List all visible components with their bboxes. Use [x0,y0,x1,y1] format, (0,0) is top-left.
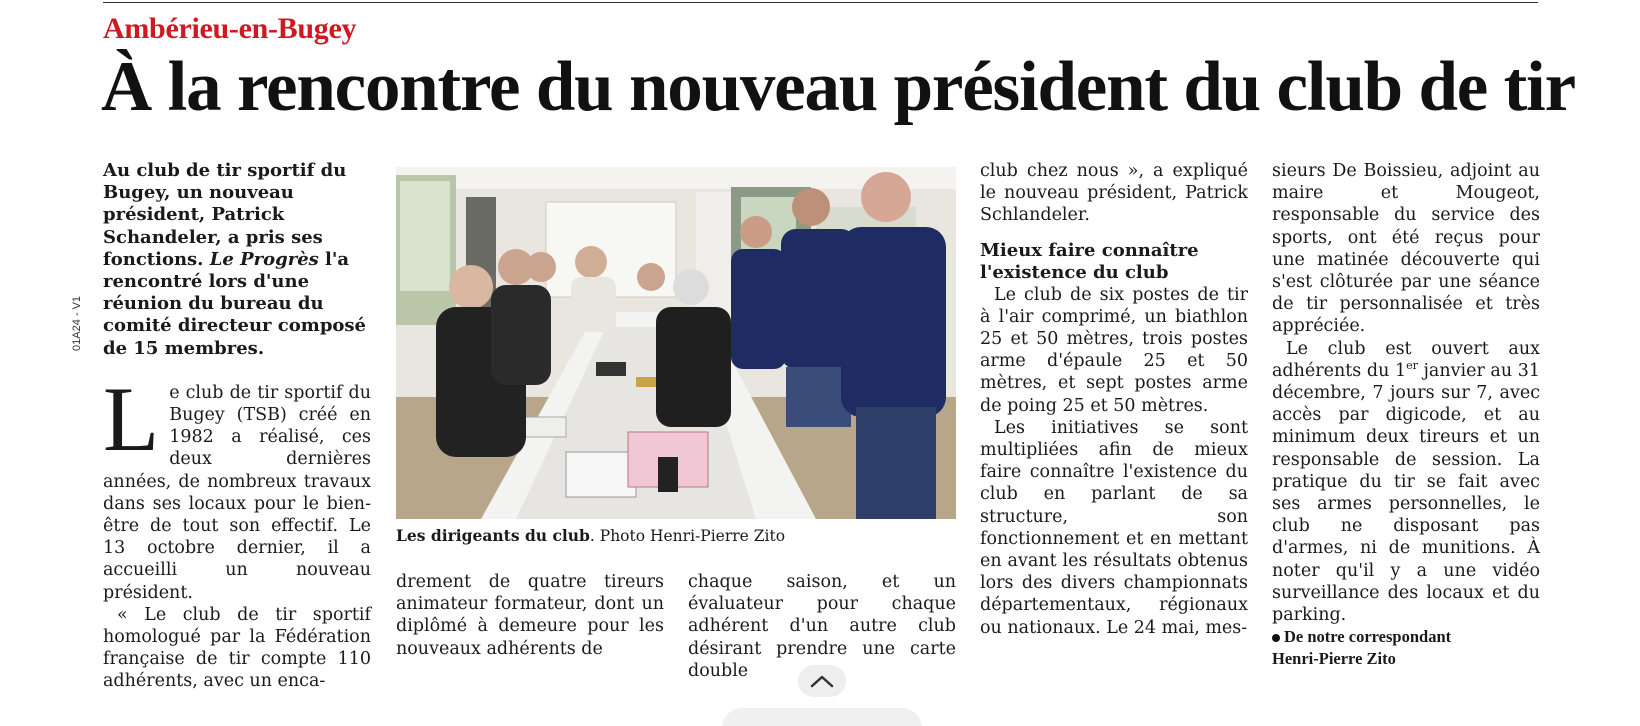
bullet-icon [1272,634,1280,642]
paragraph-4: Les initiatives se sont multipliées afin de mieux faire connaître l'existence du club en parlant de sa structure, son fonctionnement et en mettant en avant les résultats obtenus lors des divers championnats départementaux, régionaux ou nationaux. Le 24 mai, mes- [980,417,1248,638]
paragraph-4-end: sieurs De Boissieu, adjoint au maire et Mougeot, responsable du service des sports, ont été reçus pour une matinée découverte qui s'est clôturée par une séance de tir personnalisée et très appréciée. [1272,161,1540,337]
article-kicker: Ambérieu-en-Bugey [103,12,357,45]
column-2 [396,571,664,660]
edition-code: 01A24 - V1 [71,295,83,351]
bottom-pill [722,708,922,726]
column-4 [980,160,1248,639]
paragraph-2-end: club chez nous », a expliqué le nouveau président, Patrick Schlandeler. [980,161,1248,226]
paragraph-1: Le club de tir sportif du Bugey (TSB) créé en 1982 a réalisé, ces deux dernières années, de nombreux travaux dans ses locaux pour le bien-être de tout son effectif. Le 13 octobre dernier, il a accueilli un nouveau président. [103,367,371,603]
paragraph-2-cont-b: chaque saison, et un évaluateur pour chaque adhérent d'un autre club désirant prendre une carte double [688,572,956,681]
paragraph-2-start: « Le club de tir sportif homologué par la Fédération française de tir compte 110 adhérents, avec un enca- [103,604,371,692]
article-lead: Au club de tir sportif du Bugey, un nouveau président, Patrick Schandeler, a pris ses fonctions. Le Progrès l'a rencontré lors d'une réunion du bureau du comité directeur composé de 15 membres. [103,160,366,359]
article-headline: À la rencontre du nouveau président du club de tir [101,48,1575,126]
paragraph-3: Le club de six postes de tir à l'air comprimé, un biathlon 25 et 50 mètres, trois postes arme d'épaule 25 et 50 mètres, et sept postes arme de poing 25 et 50 mètres. [980,284,1248,416]
club-photo [396,167,956,519]
paragraph-5: Le club est ouvert aux adhérents du 1er janvier au 31 décembre, 7 jours sur 7, avec accès par digicode, et au minimum deux tireurs et un responsable de session. La pratique du tir se fait avec ses armes personnelles, le club ne disposant pas d'armes, ni de munitions. À noter qu'il y a une vidéo surveillance des locaux et du parking. [1272,338,1540,626]
column-1 [103,160,371,693]
top-rule [103,2,1538,3]
chevron-up-icon [810,674,834,688]
paragraph-2-cont-a: drement de quatre tireurs animateur formateur, dont un diplômé à demeure pour les nouveaux adhérents de [396,572,664,659]
column-5 [1272,160,1540,670]
photo-caption: Les dirigeants du club. Photo Henri-Pierre Zito [396,526,786,545]
drop-cap: L [103,367,160,470]
section-subhead: Mieux faire connaître l'existence du club [980,239,1199,283]
signature: De notre correspondant Henri-Pierre Zito [1272,627,1452,669]
scroll-up-button[interactable] [798,665,846,697]
